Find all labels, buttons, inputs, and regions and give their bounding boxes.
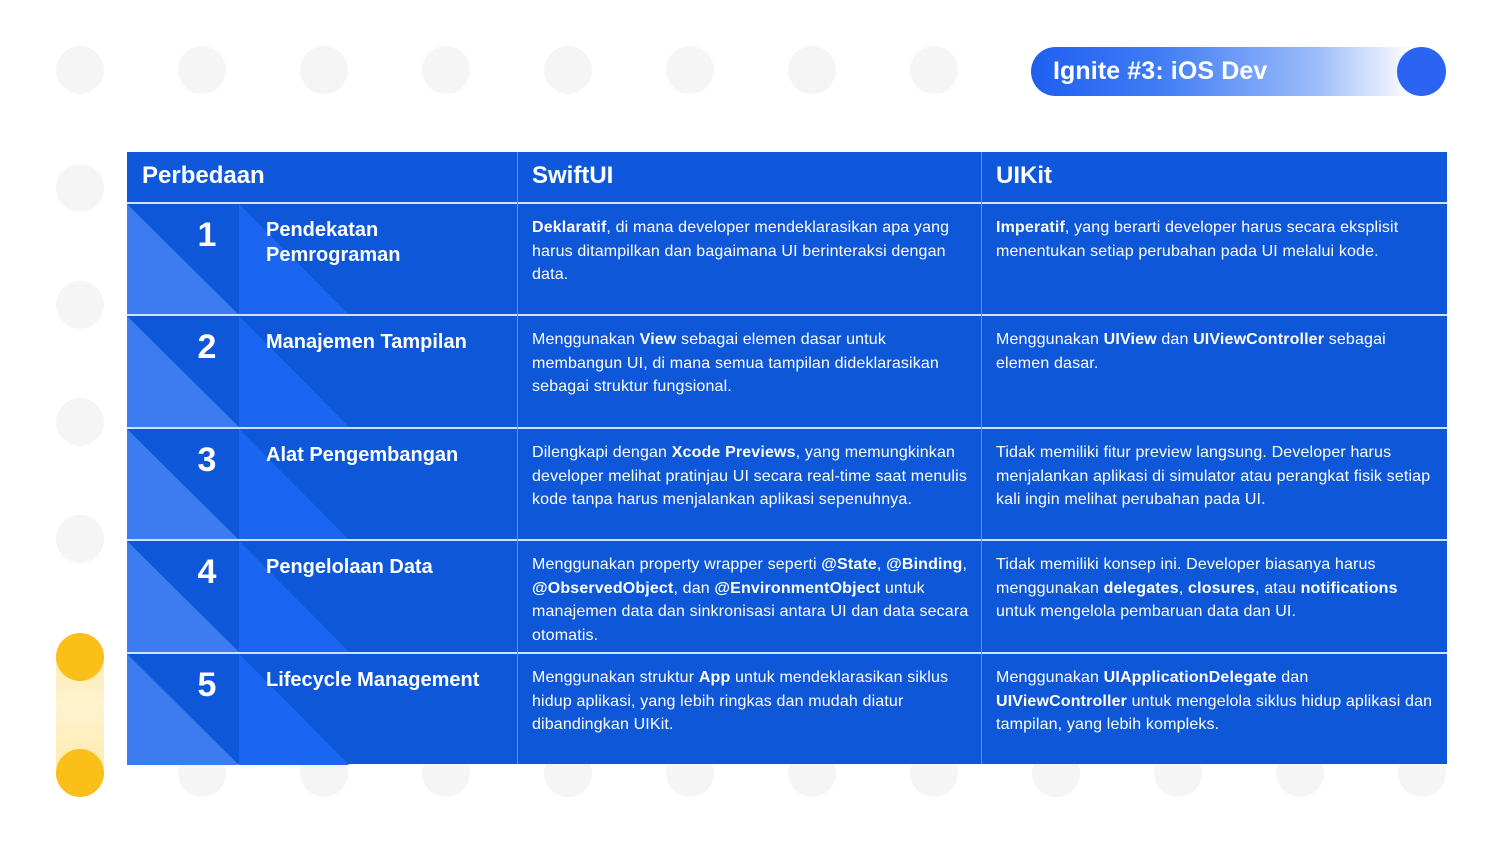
bold-term: Xcode Previews [671,444,796,461]
row-criteria-label: Pengelolaan Data [266,556,433,578]
bold-term: notifications [1300,579,1398,597]
bold-term: UIApplicationDelegate [1103,669,1277,686]
cell-text: , [876,556,887,573]
uikit-cell [996,328,1438,375]
swiftui-cell [532,666,972,737]
bold-term: View [639,331,677,348]
decorative-yellow-dot-bottom [56,749,104,797]
cell-text: , di mana developer mendeklarasikan apa yang harus ditampilkan dan bagaimana UI berinteraksi dengan data. [532,219,950,283]
header-swiftui: SwiftUI [532,162,614,189]
bold-term: @State [821,556,877,573]
bold-term: @EnvironmentObject [714,579,881,597]
cell-text: untuk mengelola siklus hidup aplikasi dan tampilan, yang lebih kompleks. [996,692,1433,733]
badge-circle-icon [1397,47,1446,96]
cell-text: , dan [673,579,715,597]
bold-term: @Binding [886,556,963,573]
table-row [127,429,1447,540]
uikit-cell [996,553,1438,624]
course-badge-text: Ignite #3: iOS Dev [1053,57,1268,85]
cell-text: , [1178,579,1189,597]
header-criteria: Perbedaan [142,162,265,189]
background-dot [910,46,958,94]
cell-text: Tidak memiliki konsep ini. Developer biasanya harus menggunakan [996,556,1376,597]
background-dot [56,46,104,94]
header-uikit: UIKit [996,162,1052,189]
cell-text: , yang berarti developer harus secara eksplisit menentukan setiap perubahan pada UI melalui kode. [996,219,1399,260]
course-badge [1031,47,1446,96]
row-number: 2 [197,328,217,366]
swiftui-cell [532,216,972,287]
background-dot [788,46,836,94]
uikit-cell [996,441,1438,512]
cell-text: , atau [1255,579,1301,597]
comparison-table [127,152,1447,764]
row-number: 4 [197,553,217,591]
bold-term: Deklaratif [532,219,607,236]
table-row [127,654,1447,765]
table-row [127,541,1447,652]
background-dot [56,398,104,446]
background-dot [56,515,104,563]
bold-term: App [698,669,731,686]
row-number: 3 [197,441,217,479]
table-row [127,204,1447,315]
cell-text: , yang memungkinkan developer melihat pratinjau UI secara real-time saat menulis kode tanpa harus menjalankan aplikasi sepenuhnya. [532,444,967,508]
cell-text: Menggunakan [996,669,1104,686]
cell-text: Menggunakan [996,331,1104,348]
background-dot [666,46,714,94]
background-dot [178,46,226,94]
bold-term: delegates [1103,579,1179,597]
cell-text: untuk mendeklarasikan siklus hidup aplikasi, yang lebih ringkas dan mudah diatur dibandingkan UIKit. [532,669,949,733]
cell-text: Menggunakan property wrapper seperti [532,556,822,573]
cell-text: untuk mengelola pembaruan data dan UI. [996,603,1297,620]
column-divider [981,152,982,764]
cell-text: Dilengkapi dengan [532,444,672,461]
swiftui-cell [532,328,972,399]
column-divider [517,152,518,764]
swiftui-cell [532,553,972,647]
cell-text: sebagai elemen dasar. [996,331,1386,372]
row-number: 5 [197,666,217,704]
background-dot [300,46,348,94]
background-dot [56,281,104,329]
table-row [127,316,1447,427]
uikit-cell [996,216,1438,263]
row-criteria-label: Lifecycle Management [266,669,480,691]
bold-term: UIViewController [996,692,1128,710]
cell-text: sebagai elemen dasar untuk membangun UI, di mana semua tampilan dideklarasikan sebagai struktur fungsional. [532,331,939,395]
row-criteria-label: Manajemen Tampilan [266,331,467,353]
table-header [127,152,1447,202]
row-criteria-label: Alat Pengembangan [266,444,459,466]
background-dot [422,46,470,94]
cell-text: Menggunakan struktur [532,669,699,686]
bold-term: Imperatif [996,219,1065,236]
bold-term: closures [1188,579,1256,597]
swiftui-cell [532,441,972,512]
bold-term: UIViewController [1193,331,1325,348]
bold-term: @ObservedObject [532,579,674,597]
decorative-yellow-dot-top [56,633,104,681]
bold-term: UIView [1103,331,1157,348]
cell-text: , [962,556,968,573]
row-criteria-label: Pendekatan Pemrograman [266,219,401,266]
cell-text: dan [1156,331,1194,348]
cell-text: Menggunakan [532,331,640,348]
row-number: 1 [197,216,217,254]
cell-text: untuk manajemen data dan sinkronisasi antara UI dan data secara otomatis. [532,579,969,644]
background-dot [544,46,592,94]
uikit-cell [996,666,1438,737]
background-dot [56,164,104,212]
cell-text: Tidak memiliki fitur preview langsung. Developer harus menjalankan aplikasi di simulator atau perangkat fisik setiap kali ingin melihat perubahan pada UI. [996,444,1431,508]
cell-text: dan [1276,669,1309,686]
